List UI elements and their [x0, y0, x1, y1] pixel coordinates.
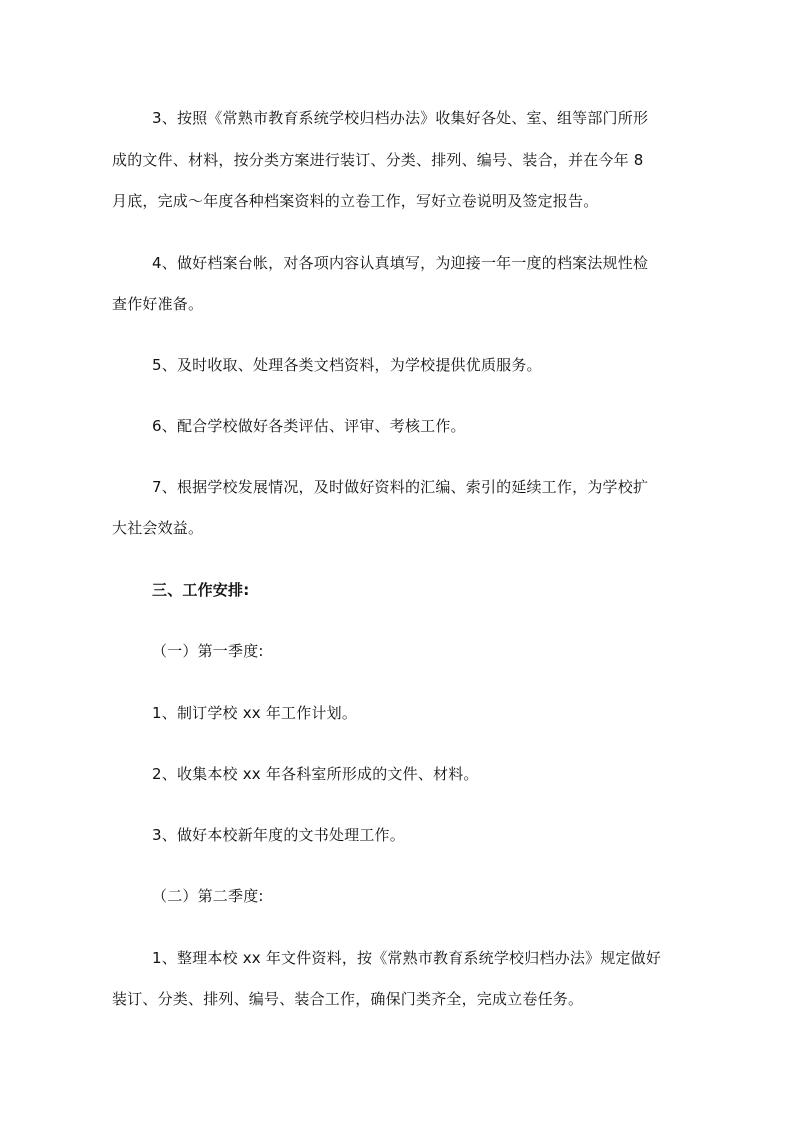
q2-item-1-line-1: 1、整理本校 xx 年文件资料，按《常熟市教育系统学校归档办法》规定做好: [152, 949, 662, 967]
item-5: 5、及时收取、处理各类文档资料，为学校提供优质服务。: [152, 356, 542, 374]
item-3-line-3: 月底，完成～年度各种档案资料的立卷工作，写好立卷说明及签定报告。: [112, 192, 599, 210]
q2-heading: （二）第二季度:: [152, 887, 264, 905]
item-4-line-2: 查作好准备。: [112, 295, 204, 313]
q1-item-3: 3、做好本校新年度的文书处理工作。: [152, 826, 405, 844]
q2-item-1-line-2: 装订、分类、排列、编号、装合工作，确保门类齐全，完成立卷任务。: [112, 990, 584, 1008]
q1-item-2: 2、收集本校 xx 年各科室所形成的文件、材料。: [152, 765, 479, 783]
item-4-line-1: 4、做好档案台帐，对各项内容认真填写，为迎接一年一度的档案法规性检: [152, 254, 649, 272]
item-7-line-1: 7、根据学校发展情况，及时做好资料的汇编、索引的延续工作，为学校扩: [152, 478, 649, 496]
q1-item-1: 1、制订学校 xx 年工作计划。: [152, 704, 358, 722]
section-3-heading: 三、工作安排:: [152, 581, 250, 599]
item-6: 6、配合学校做好各类评估、评审、考核工作。: [152, 417, 466, 435]
item-7-line-2: 大社会效益。: [112, 519, 204, 537]
item-3-line-2: 成的文件、材料，按分类方案进行装订、分类、排列、编号、装合，并在今年 8: [112, 151, 644, 169]
item-3-line-1: 3、按照《常熟市教育系统学校归档办法》收集好各处、室、组等部门所形: [152, 109, 649, 127]
q1-heading: （一）第一季度:: [152, 642, 264, 660]
